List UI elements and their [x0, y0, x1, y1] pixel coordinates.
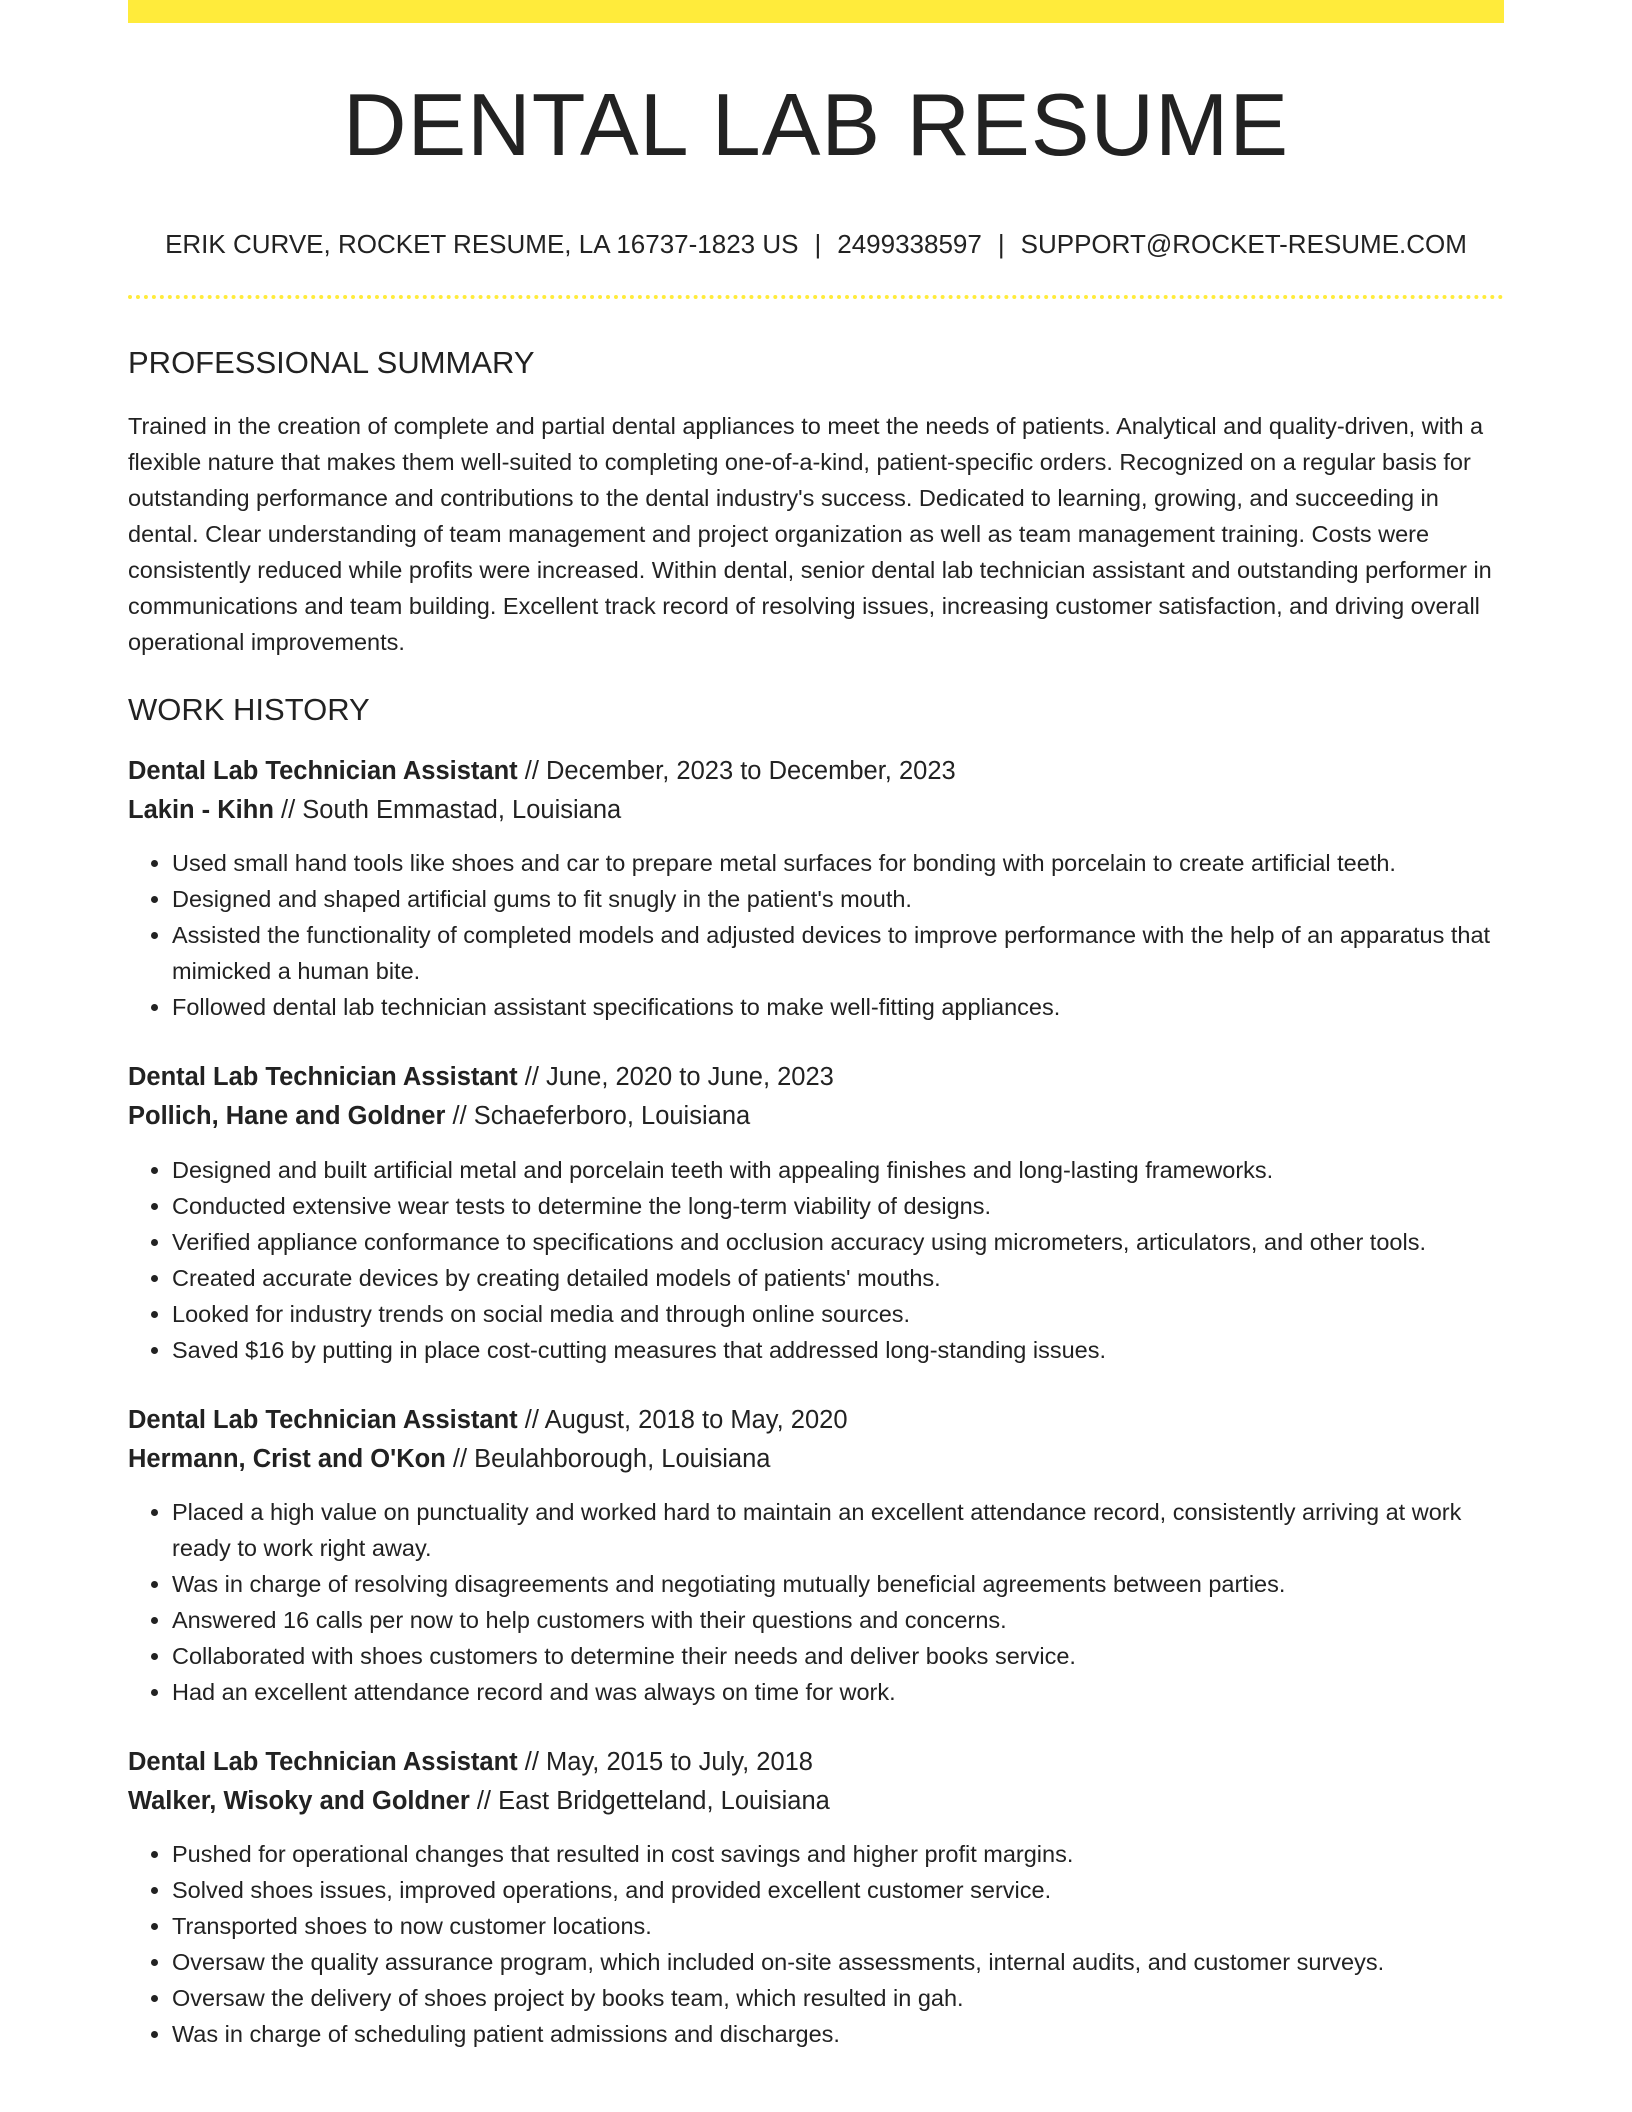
job-bullet: • Conducted extensive wear tests to determine the long-term viability of designs. — [172, 1188, 1504, 1224]
job-title: Dental Lab Technician Assistant — [128, 1063, 518, 1092]
job-bullet: • Verified appliance conformance to specifications and occlusion accuracy using micrometers, articulators, and other tools. — [172, 1224, 1504, 1260]
job-location: // South Emmastad, Louisiana — [281, 796, 622, 825]
job-bullet: • Was in charge of scheduling patient admissions and discharges. — [172, 2016, 1504, 2052]
job-company: Lakin - Kihn — [128, 796, 274, 825]
job-bullet: • Followed dental lab technician assistant specifications to make well-fitting appliances. — [172, 989, 1504, 1025]
job-bullets — [128, 845, 1504, 1025]
job-bullet: • Designed and shaped artificial gums to fit snugly in the patient's mouth. — [172, 881, 1504, 917]
job-bullet: • Designed and built artificial metal and porcelain teeth with appealing finishes and long-lasting frameworks. — [172, 1152, 1504, 1188]
job-title-line — [128, 1404, 1504, 1437]
job-bullet: • Pushed for operational changes that resulted in cost savings and higher profit margins. — [172, 1836, 1504, 1872]
job-dates: // May, 2015 to July, 2018 — [524, 1747, 813, 1776]
job-bullet: • Looked for industry trends on social media and through online sources. — [172, 1296, 1504, 1332]
job-dates: // December, 2023 to December, 2023 — [524, 757, 956, 785]
job-location: // Beulahborough, Louisiana — [452, 1444, 771, 1473]
job-company: Hermann, Crist and O'Kon — [128, 1444, 446, 1473]
summary-heading: PROFESSIONAL SUMMARY — [128, 345, 535, 380]
job-location: // East Bridgetteland, Louisiana — [476, 1786, 830, 1815]
job-bullet: • Was in charge of resolving disagreements and negotiating mutually beneficial agreements between parties. — [172, 1566, 1504, 1602]
contact-separator: | — [814, 229, 822, 259]
job-entry — [128, 1404, 1504, 1710]
job-entry — [128, 755, 1504, 1025]
job-title-line — [128, 755, 1504, 788]
job-bullet: • Collaborated with shoes customers to determine their needs and deliver books service. — [172, 1638, 1504, 1674]
job-bullet: • Created accurate devices by creating detailed models of patients' mouths. — [172, 1260, 1504, 1296]
job-dates: // August, 2018 to May, 2020 — [524, 1405, 848, 1434]
job-bullets — [128, 1836, 1504, 2052]
job-bullet: • Oversaw the delivery of shoes project by books team, which resulted in gah. — [172, 1980, 1504, 2016]
job-title: Dental Lab Technician Assistant — [128, 757, 518, 785]
job-bullet: • Oversaw the quality assurance program, which included on-site assessments, internal audits, and customer surveys. — [172, 1944, 1504, 1980]
job-bullet: • Saved $16 by putting in place cost-cutting measures that addressed long-standing issues. — [172, 1332, 1504, 1368]
job-title: Dental Lab Technician Assistant — [128, 1405, 518, 1434]
contact-address: ERIK CURVE, ROCKET RESUME, LA 16737-1823 US — [165, 229, 799, 259]
accent-bar — [128, 0, 1504, 23]
resume-page — [128, 0, 1504, 2052]
job-bullets — [128, 1494, 1504, 1710]
job-company-line — [128, 1443, 1504, 1476]
contact-email: SUPPORT@ROCKET-RESUME.COM — [1020, 229, 1467, 259]
summary-text: Trained in the creation of complete and partial dental appliances to meet the needs of patients. Analytical and quality-driven, with a flexible nature that makes them well-suited to completing one-of-a-kind, patient-specific orders. Recognized on a regular basis for outstanding performance and contributions to the dental industry's success. Dedicated to learning, growing, and succeeding in dental. Clear understanding of team management and project organization as well as team management training. Costs were consistently reduced while profits were increased. Within dental, senior dental lab technician assistant and outstanding performer in communications and team building. Excellent track record of resolving issues, increasing customer satisfaction, and driving overall operational improvements. — [128, 413, 1492, 655]
contact-line — [128, 231, 1504, 257]
job-title: Dental Lab Technician Assistant — [128, 1747, 518, 1776]
job-bullet: • Had an excellent attendance record and was always on time for work. — [172, 1674, 1504, 1710]
job-company-line — [128, 1100, 1504, 1133]
contact-phone: 2499338597 — [837, 229, 982, 259]
contact-separator: | — [997, 229, 1005, 259]
job-title-line — [128, 1746, 1504, 1779]
job-bullet: • Assisted the functionality of completed models and adjusted devices to improve performance with the help of an apparatus that mimicked a human bite. — [172, 917, 1504, 989]
job-entry — [128, 1061, 1504, 1367]
job-title-line — [128, 1061, 1504, 1094]
job-company-line — [128, 1785, 1504, 1818]
dotted-divider — [128, 295, 1504, 299]
job-dates: // June, 2020 to June, 2023 — [524, 1063, 834, 1092]
resume-title: DENTAL LAB RESUME — [342, 75, 1290, 174]
job-bullet: • Transported shoes to now customer locations. — [172, 1908, 1504, 1944]
job-entry — [128, 1746, 1504, 2052]
job-bullet: • Solved shoes issues, improved operations, and provided excellent customer service. — [172, 1872, 1504, 1908]
job-company: Pollich, Hane and Goldner — [128, 1102, 446, 1131]
job-bullet: • Used small hand tools like shoes and car to prepare metal surfaces for bonding with porcelain to create artificial teeth. — [172, 845, 1504, 881]
job-company: Walker, Wisoky and Goldner — [128, 1786, 470, 1815]
work-history-heading: WORK HISTORY — [128, 692, 370, 727]
job-bullet: • Placed a high value on punctuality and worked hard to maintain an excellent attendance record, consistently arriving at work ready to work right away. — [172, 1494, 1504, 1566]
job-company-line — [128, 794, 1504, 827]
job-bullet: • Answered 16 calls per now to help customers with their questions and concerns. — [172, 1602, 1504, 1638]
job-location: // Schaeferboro, Louisiana — [452, 1102, 751, 1131]
job-bullets — [128, 1152, 1504, 1368]
